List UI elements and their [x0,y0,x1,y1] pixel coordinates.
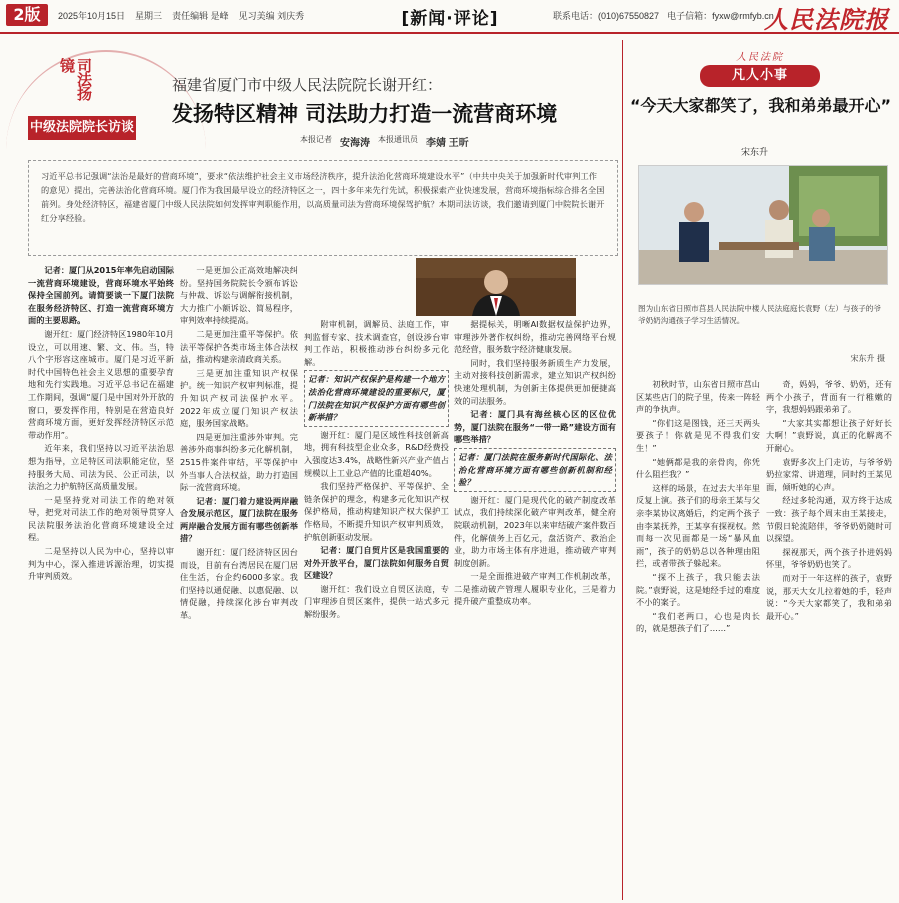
article-column-2 [180,264,298,889]
page-header [0,0,899,34]
article-paragraph: 一是全面推进破产审判工作机制改革，二是推动破产管理人履职专业化，三是着力提升破产重整成功率。 [454,571,616,607]
feature-banner-main: 凡人小事 [700,65,820,87]
issue-weekday: 星期三 [135,11,163,21]
feature-paragraph: “你们这是图钱，还三天两头要孩子！你就是见不得我们安生！” [636,417,760,453]
article-paragraph: 谢开红：我们设立自贸区法庭，专门审理涉自贸区案件，提供一站式多元解纷服务。 [304,583,449,620]
feature-column-b [766,378,892,898]
column-tag: 中级法院院长访谈 [28,116,136,140]
editor: 责任编辑 是峰 [172,11,229,21]
feature-paragraph: 初秋时节，山东省日照市莒山区某些店门的院子里，传来一阵轻声的争执声。 [636,379,760,415]
article-paragraph: 谢开红：厦门是区域性科技创新高地，拥有科技型企业众多，R&D经费投入强度达3.4%，战略性新兴产业产值占规模以上工业总产值的比重超40%。 [304,429,449,478]
article-paragraph: 一是更加公正高效地解决纠纷。坚持国务院院长令颁布诉讼与仲裁、诉讼与调解衔接机制，大力推广小额诉讼、简易程序，审判效率持续提高。 [180,265,298,326]
contact-phone: 联系电话：(010)67550827 [553,11,660,21]
feature-photo [638,165,888,285]
feature-banner-top: 人民法院 [736,52,784,63]
reporter-name: 安海涛 [340,138,370,149]
feature-paragraph: 袁野多次上门走访，与爷爷奶奶拉家常、讲道理，同时约王某见面，倾听她的心声。 [766,456,892,492]
article-column-1 [28,264,174,889]
feature-author: 宋东升 [741,148,769,158]
photo-credit: 宋东升 摄 [850,354,885,363]
feature-paragraph: 这样的场景，在过去大半年里反复上演。孩子们的母亲王某与父亲李某协议离婚后，约定两个孩子由李某抚养，王某享有探视权。然而每一次见面都是一场“暴风血雨”，孩子的奶奶总以各种理由阻拦，或者带孩子躲起来。 [636,482,760,569]
feature-paragraph: “我们老两口，心也是肉长的，就是想孩子们了……” [636,610,760,634]
article-paragraph: 近年来，我们坚持以习近平法治思想为指导，立足特区司法职能定位，坚持服务大局、司法为民、公正司法，以法治之力护航特区高质量发展。 [28,443,174,492]
article-paragraph: 据提标关，明晰AI数据权益保护边界，审理涉外著作权纠纷，推动完善网络平台规范经营，服务数字经济健康发展。 [454,319,616,355]
article-kicker: 福建省厦门市中级人民法院院长谢开红： [172,76,443,94]
article-paragraph: 同时，我们坚持服务新质生产力发展，主动对接科技创新需求，建立知识产权纠纷快速处理机制，为创新主体提供更加便捷高效的司法服务。 [454,357,616,406]
feature-paragraph: “探不上孩子，我只能去法院。”袁野说，这是她经手过的难度不小的案子。 [636,571,760,608]
article-paragraph: 二是更加注重平等保护。依法平等保护各类市场主体合法权益，推动构建亲清政商关系。 [180,328,298,365]
feature-headline: “今天大家都笑了，我和弟弟最开心” [630,96,892,115]
column-seal: 司法扬镜 [58,58,93,100]
correspondent-names: 李婧 王昕 [426,138,469,149]
article-paragraph: 二是坚持以人民为中心，坚持以审判为中心，深入推进诉源治理，切实提升审判质效。 [28,546,174,582]
contact-email: 电子信箱：fyxw@rmfyb.cn [667,11,774,21]
header-contact [553,9,774,22]
interview-question: 记者：厦门自贸片区是我国重要的对外开放平台，厦门法院如何服务自贸区建设？ [304,545,449,581]
article-paragraph: 附审机制，调解员、法庭工作，审判监督专家、技术调查官，创设涉台审判工作站，积极推动涉台纠纷多元化解。 [304,319,449,367]
feature-paragraph: 探视那天，两个孩子扑进妈妈怀里，爷爷奶奶也笑了。 [766,546,892,570]
designer: 见习美编 刘庆秀 [238,11,305,21]
feature-column-a [636,378,760,898]
portrait-photo [416,258,576,316]
header-meta [58,9,304,22]
column-brand [28,58,136,140]
article-byline: 本报记者 安海涛 本报通讯员 李婧 王昕 [300,135,469,149]
article-column-3 [304,318,449,888]
feature-image [639,166,888,285]
article-paragraph: 三是更加注重知识产权保护。统一知识产权审判标准，提升知识产权司法保护水平。2022年成立厦门知识产权法庭，服务国家战略。 [180,367,298,429]
article-paragraph: 谢开红：厦门经济特区1980年10月设立，可以用速、繁、文、伟。当，特八个字形容这座城市。厦门是习近平新时代中国特色社会主义思想的重要孕育地和先行实践地。习近平总书记在福建工作期间，强调“厦门是中国对外开放的窗口，要发挥作用，特别是在营造良好营商环境方面，更好发挥经济特区示范带动作用”。 [28,328,174,440]
article-headline: 发扬特区精神 司法助力打造一流营商环境 [172,102,558,126]
interview-question: 记者：厦门从2015年率先启动国际一流营商环境建设，营商环境水平始终保持全国前列。请简要谈一下厦门法院在服务经济特区、打造一流营商环境方面的主要思路。 [28,265,174,326]
pull-quote: 记者：厦门法院在服务新时代国际化、法治化营商环境方面有哪些创新机制和经验？ [454,448,616,492]
column-divider [622,40,623,900]
article-paragraph: 我们坚持严格保护、平等保护、全链条保护的理念，构建多元化知识产权保护格局，推动构建知识产权大保护工作格局，不断提升知识产权审判质效，护航创新驱动发展。 [304,481,449,542]
article-lede: 习近平总书记强调“法治是最好的营商环境”，要求“依法维护社会主义市场经济秩序，提升法治化营商环境建设水平”（中共中央关于加强新时代审判工作的意见）提出，完善法治化营商环境。厦门作为我国最早设立的经济特区之一，四十多年来先行先试，积极探索产业快速发展，营商环境指标综合排名全国前列。身处经济特区，福建省厦门中级人民法院如何发挥审判职能作用，以高质量司法为营商环境保驾护航？本期司法访谈，我们邀请到厦门中院院长谢开红分享经验。 [28,160,618,256]
interview-question: 记者：厦门具有海丝核心区的区位优势，厦门法院在服务“一带一路”建设方面有哪些举措？ [454,409,616,445]
section-title: [新闻·评论] [401,9,499,29]
feature-paragraph: “大家其实都想让孩子好好长大啊！”袁野说，真正的化解离不开耐心。 [766,417,892,453]
article-column-4 [454,318,616,888]
feature-paragraph: 而对于一年这样的孩子，袁野说，那天大女儿拉着她的手，轻声说：“今天大家都笑了，我和弟弟最开心。” [766,572,892,621]
feature-caption: 图为山东省日照市莒县人民法院中楼人民法庭庭长袁野（左）与孩子的爷爷奶奶沟通孩子学习生活情况。 [638,304,881,325]
article-paragraph: 谢开红：厦门是现代化的破产制度改革试点，我们持续深化破产审判改革，健全府院联动机制，2023年以来审结破产案件数百件，化解债务上百亿元，盘活资产、救治企业，助力市场主体有序进退，推动破产审判制度创新。 [454,494,616,568]
feature-paragraph: 奇，妈妈，爷爷、奶奶，还有两个小孩子，背面有一行稚嫩的字，我想妈妈跟弟弟了。 [766,379,892,415]
newspaper-logo: 人民法院报 [764,5,889,34]
issue-date: 2025年10月15日 [58,11,126,21]
feature-banner [700,48,820,88]
feature-paragraph: 经过多轮沟通，双方终于达成一致：孩子每个周末由王某接走，节假日轮流陪伴，爷爷奶奶随时可以探望。 [766,495,892,544]
article-paragraph: 一是坚持党对司法工作的绝对领导，把党对司法工作的绝对领导贯穿人民法院服务法治化营商环境建设全过程。 [28,494,174,543]
article-paragraph: 谢开红：厦门经济特区因台而设，目前有台湾居民在厦门居住生活，台企约6000多家。我们坚持以通促融、以惠促融、以情促融，持续深化涉台审判改革。 [180,547,298,621]
portrait-image [416,258,576,316]
interview-question: 记者：厦门着力建设两岸融合发展示范区，厦门法院在服务两岸融合发展方面有哪些创新举措？ [180,495,298,544]
page-number: 2版 [6,4,48,26]
article-paragraph: 四是更加注重涉外审判。完善涉外商事纠纷多元化解机制，2515件案件审结，平等保护中外当事人合法权益，助力打造国际一流营商环境。 [180,431,298,493]
feature-paragraph: “她俩都是我的亲骨肉，你凭什么阻拦我？” [636,456,760,480]
pull-quote: 记者：知识产权保护是构建一个地方法治化营商环境建设的重要标尺，厦门法院在知识产权保护方面有哪些创新举措？ [304,370,449,426]
